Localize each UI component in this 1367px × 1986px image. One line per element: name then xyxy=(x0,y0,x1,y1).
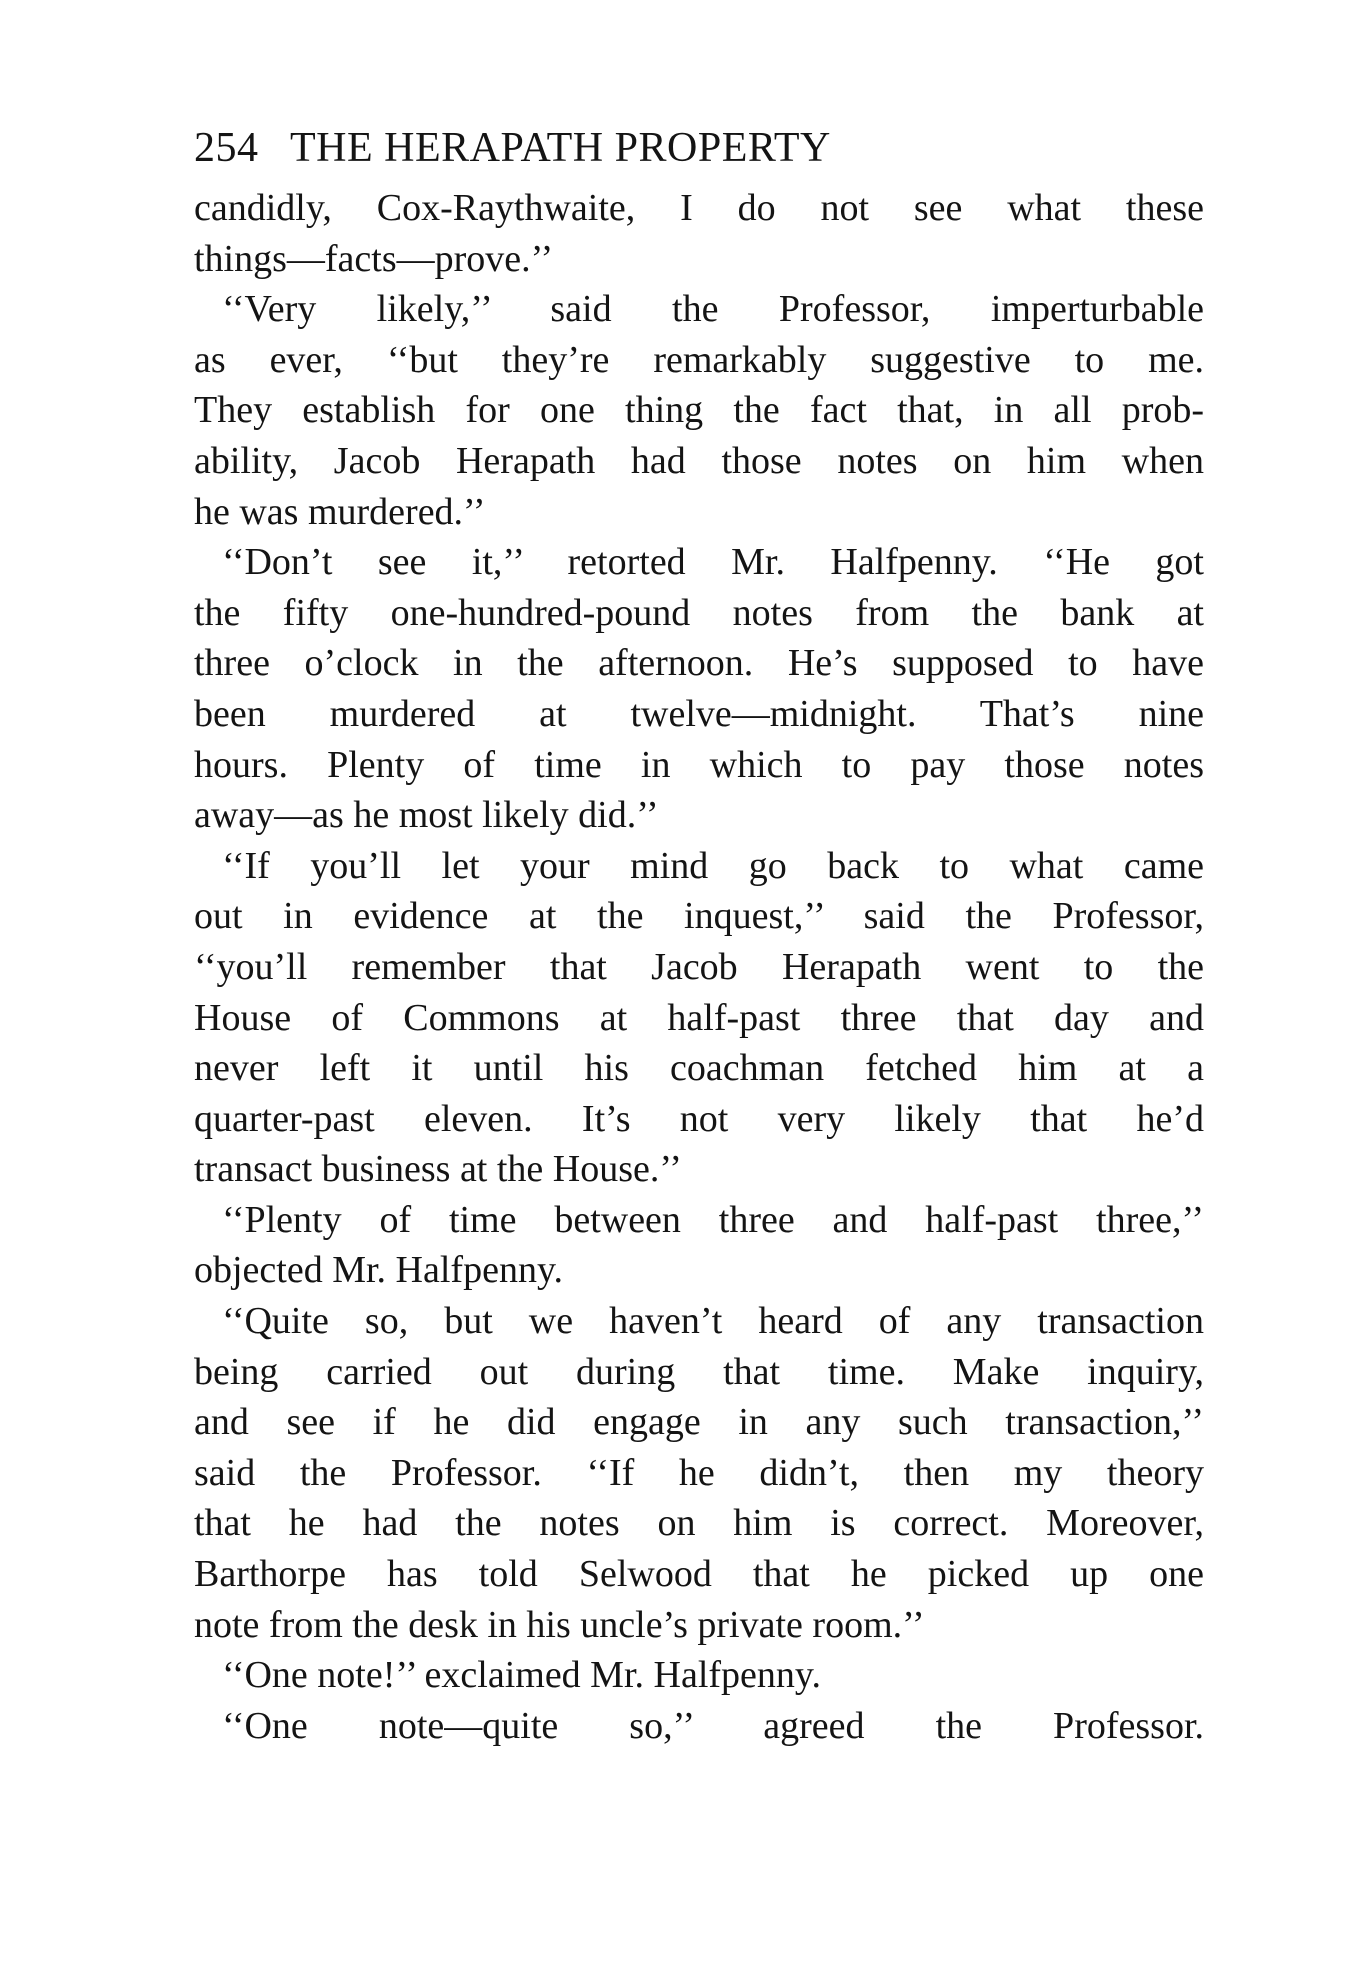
text-line: the fifty one-hundred-pound notes from the bank at xyxy=(194,591,1204,634)
text-line: transact business at the House.’’ xyxy=(194,1148,682,1191)
text-line: never left it until his coachman fetched him at a xyxy=(194,1047,1204,1090)
text-line: candidly, Cox-Raythwaite, I do not see what these xyxy=(194,187,1204,229)
text-line: ability, Jacob Herapath had those notes on him when xyxy=(194,439,1204,482)
text-line: and see if he did engage in any such transaction,’’ xyxy=(194,1401,1204,1444)
running-head xyxy=(194,118,1204,178)
text-line: he was murdered.’’ xyxy=(194,490,486,533)
text-line: that he had the notes on him is correct. Moreover, xyxy=(194,1502,1204,1545)
text-line: been murdered at twelve—midnight. That’s nine xyxy=(194,692,1204,735)
text-line: being carried out during that time. Make inquiry, xyxy=(194,1350,1204,1393)
text-line: Barthorpe has told Selwood that he picked up one xyxy=(194,1553,1204,1596)
text-line: things—facts—prove.’’ xyxy=(194,237,554,280)
text-line: note from the desk in his uncle’s private room.’’ xyxy=(194,1603,925,1646)
text-line: out in evidence at the inquest,’’ said the Professor, xyxy=(194,895,1204,938)
page-number: 254 xyxy=(194,125,259,171)
text-line: said the Professor. ‘‘If he didn’t, then my theory xyxy=(194,1451,1204,1494)
text-line: ‘‘Don’t see it,’’ retorted Mr. Halfpenny. ‘‘He got xyxy=(222,541,1204,584)
text-line: ‘‘One note—quite so,’’ agreed the Professor. xyxy=(222,1704,1204,1747)
text-line: as ever, ‘‘but they’re remarkably suggestive to me. xyxy=(194,338,1204,381)
text-line: ‘‘One note!’’ exclaimed Mr. Halfpenny. xyxy=(222,1654,821,1697)
text-line: hours. Plenty of time in which to pay those notes xyxy=(194,743,1204,786)
text-line: quarter-past eleven. It’s not very likely that he’d xyxy=(194,1097,1204,1140)
text-line: ‘‘If you’ll let your mind go back to what came xyxy=(222,844,1204,887)
text-line: three o’clock in the afternoon. He’s supposed to have xyxy=(194,642,1204,685)
text-line: ‘‘Plenty of time between three and half-past three,’’ xyxy=(222,1198,1204,1241)
running-title: THE HERAPATH PROPERTY xyxy=(290,125,831,171)
text-line: House of Commons at half-past three that day and xyxy=(194,996,1204,1039)
text-line: They establish for one thing the fact that, in all prob- xyxy=(194,389,1204,432)
text-line: away—as he most likely did.’’ xyxy=(194,794,659,837)
text-line: ‘‘Very likely,’’ said the Professor, imperturbable xyxy=(222,288,1204,331)
body-text xyxy=(194,183,1204,1751)
text-line: ‘‘you’ll remember that Jacob Herapath went to the xyxy=(194,945,1204,988)
text-line: ‘‘Quite so, but we haven’t heard of any transaction xyxy=(222,1300,1204,1343)
text-line: objected Mr. Halfpenny. xyxy=(194,1249,563,1292)
